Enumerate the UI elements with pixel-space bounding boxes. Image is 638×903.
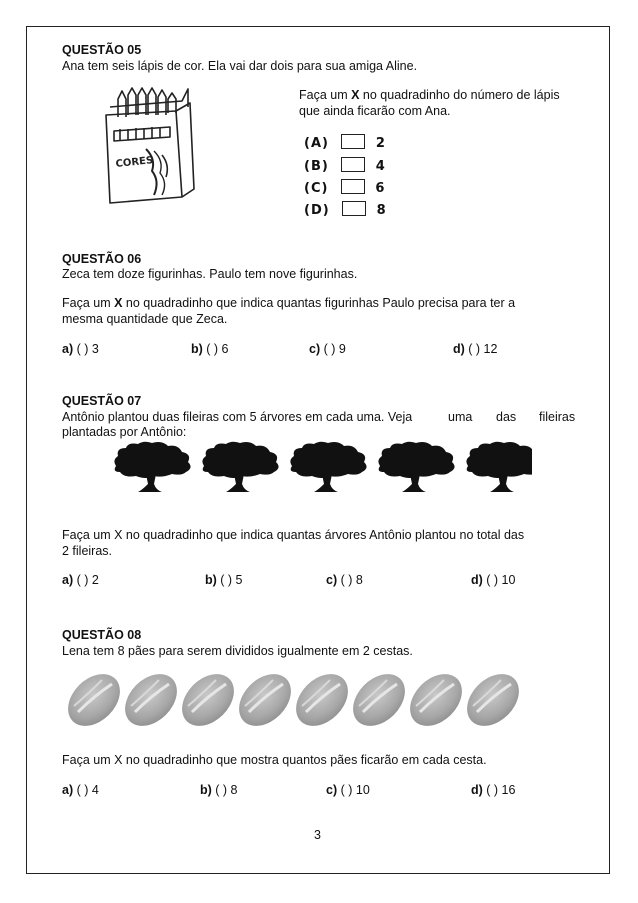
q05-instruction-line2: que ainda ficarão com Ana. bbox=[299, 104, 451, 118]
crayon-box-illustration bbox=[98, 85, 198, 210]
q06-instr-pre: Faça um bbox=[62, 296, 115, 310]
q05-option-b-value: 4 bbox=[375, 159, 385, 174]
q07-option-a[interactable] bbox=[62, 572, 99, 588]
q07-option-a-text: ( ) 2 bbox=[73, 573, 99, 587]
q08-option-a-text: ( ) 4 bbox=[73, 783, 99, 797]
breads-row bbox=[66, 672, 530, 728]
page-number: 3 bbox=[314, 828, 321, 842]
q05-option-d[interactable] bbox=[304, 201, 386, 219]
q05-option-c-value: 6 bbox=[375, 181, 385, 196]
q08-option-b-text: ( ) 8 bbox=[211, 783, 238, 797]
q07-option-d-letter: d) bbox=[471, 573, 483, 587]
bread-icon-6 bbox=[343, 672, 415, 728]
q05-option-b-label: (B) bbox=[304, 159, 329, 174]
trees-row bbox=[112, 440, 532, 496]
q07-option-d-text: ( ) 10 bbox=[482, 573, 516, 587]
q05-option-d-value: 8 bbox=[376, 203, 386, 218]
q07-option-b[interactable] bbox=[205, 572, 243, 588]
q05-option-b[interactable] bbox=[304, 157, 385, 175]
q06-title: QUESTÃO 06 bbox=[62, 252, 142, 266]
q06-option-a[interactable] bbox=[62, 341, 99, 357]
q05-option-a-label: (A) bbox=[304, 136, 329, 151]
q06-option-b[interactable] bbox=[191, 341, 229, 357]
q07-option-a-letter: a) bbox=[62, 573, 74, 587]
q05-option-a-value: 2 bbox=[375, 136, 385, 151]
q08-option-a-letter: a) bbox=[62, 783, 74, 797]
q07-option-c-text: ( ) 8 bbox=[337, 573, 363, 587]
q06-option-c[interactable] bbox=[309, 341, 346, 357]
bread-icon-7 bbox=[400, 672, 472, 728]
q05-title: QUESTÃO 05 bbox=[62, 43, 142, 57]
bread-icon-5 bbox=[286, 672, 358, 728]
q05-statement: Ana tem seis lápis de cor. Ela vai dar dois para sua amiga Aline. bbox=[62, 59, 418, 73]
q05-option-a-checkbox[interactable] bbox=[341, 134, 365, 149]
q08-option-b-letter: b) bbox=[200, 783, 212, 797]
tree-icon-5 bbox=[466, 442, 532, 492]
q07-instruction: Faça um X no quadradinho que indica quantas árvores Antônio plantou no total das bbox=[62, 528, 525, 542]
q08-option-d-letter: d) bbox=[471, 783, 483, 797]
q05-option-c-label: (C) bbox=[304, 181, 329, 196]
q07-option-d[interactable] bbox=[471, 572, 515, 588]
bread-icon-2 bbox=[115, 672, 187, 728]
q06-option-b-letter: b) bbox=[191, 342, 203, 356]
q08-option-c-letter: c) bbox=[326, 783, 338, 797]
q05-instr-post: no quadradinho do número de lápis bbox=[359, 88, 560, 102]
q07-option-c-letter: c) bbox=[326, 573, 338, 587]
bread-icon-4 bbox=[229, 672, 301, 728]
bread-icon-8 bbox=[457, 672, 529, 728]
q05-option-c-checkbox[interactable] bbox=[341, 179, 365, 194]
q07-statement-d: fileiras bbox=[539, 410, 576, 424]
q07-option-b-text: ( ) 5 bbox=[216, 573, 243, 587]
q06-option-d-letter: d) bbox=[453, 342, 465, 356]
q08-title: QUESTÃO 08 bbox=[62, 628, 142, 642]
q06-option-a-letter: a) bbox=[62, 342, 74, 356]
q07-statement-a: Antônio plantou duas fileiras com 5 árvores em cada uma. Veja bbox=[62, 410, 413, 424]
q05-option-b-checkbox[interactable] bbox=[341, 157, 365, 172]
q06-option-d[interactable] bbox=[453, 341, 497, 357]
q05-option-a[interactable] bbox=[304, 134, 385, 152]
tree-icon-1 bbox=[114, 442, 190, 492]
q07-statement-c: das bbox=[496, 410, 517, 424]
q06-option-c-letter: c) bbox=[309, 342, 321, 356]
tree-icon-3 bbox=[290, 442, 366, 492]
tree-icon-2 bbox=[202, 442, 278, 492]
q06-instruction bbox=[62, 295, 515, 311]
q08-instruction: Faça um X no quadradinho que mostra quantos pães ficarão em cada cesta. bbox=[62, 753, 487, 767]
q05-option-c[interactable] bbox=[304, 179, 384, 197]
q06-instruction-line2: mesma quantidade que Zeca. bbox=[62, 312, 228, 326]
q07-title: QUESTÃO 07 bbox=[62, 394, 142, 408]
bread-icon-3 bbox=[172, 672, 244, 728]
q06-option-d-text: ( ) 12 bbox=[464, 342, 498, 356]
q06-statement: Zeca tem doze figurinhas. Paulo tem nove figurinhas. bbox=[62, 267, 358, 281]
q07-option-b-letter: b) bbox=[205, 573, 217, 587]
q05-instr-pre: Faça um bbox=[299, 88, 352, 102]
bread-icon-1 bbox=[66, 672, 130, 728]
q06-option-c-text: ( ) 9 bbox=[320, 342, 346, 356]
crayon-box-brand: CORES bbox=[115, 155, 154, 170]
q05-instruction bbox=[299, 87, 560, 103]
q07-instruction-line2: 2 fileiras. bbox=[62, 544, 113, 558]
q06-instr-post: no quadradinho que indica quantas figurinhas Paulo precisa para ter a bbox=[122, 296, 516, 310]
q07-statement-line2: plantadas por Antônio: bbox=[62, 425, 187, 439]
q08-option-b[interactable] bbox=[200, 782, 238, 798]
q07-option-c[interactable] bbox=[326, 572, 363, 588]
q06-option-b-text: ( ) 6 bbox=[202, 342, 229, 356]
q07-statement-b: uma bbox=[448, 410, 473, 424]
q08-option-a[interactable] bbox=[62, 782, 99, 798]
q08-option-c-text: ( ) 10 bbox=[337, 783, 370, 797]
q05-instr-x: X bbox=[351, 88, 360, 102]
q08-option-d-text: ( ) 16 bbox=[482, 783, 516, 797]
q06-option-a-text: ( ) 3 bbox=[73, 342, 99, 356]
q08-option-d[interactable] bbox=[471, 782, 515, 798]
q06-instr-x: X bbox=[114, 296, 123, 310]
q08-statement: Lena tem 8 pães para serem divididos igualmente em 2 cestas. bbox=[62, 644, 413, 658]
q05-option-d-label: (D) bbox=[304, 203, 330, 218]
q05-option-d-checkbox[interactable] bbox=[342, 201, 366, 216]
tree-icon-4 bbox=[378, 442, 454, 492]
q08-option-c[interactable] bbox=[326, 782, 370, 798]
